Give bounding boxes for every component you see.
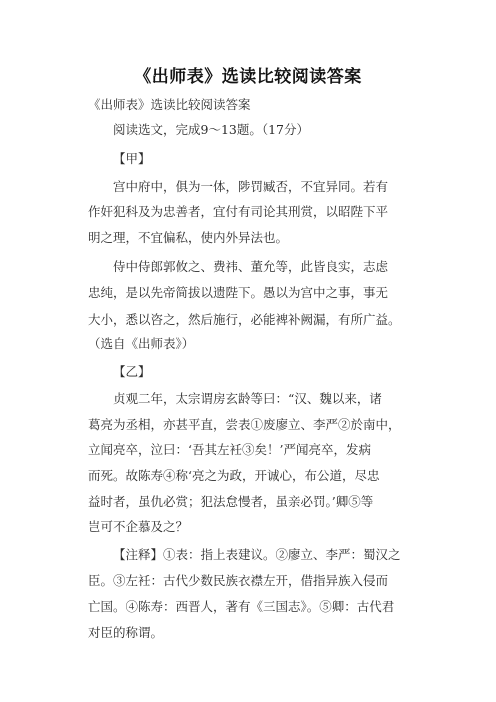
text-line: 侍中侍郎郭攸之、费祎、董允等，此皆良实，志虑 [113,259,389,274]
text-line: 阅读选文，完成9～13题。（17分） [113,122,310,137]
notes-line: 亡国。④陈寿：西晋人，著有《三国志》。⑤卿：古代君 [88,599,395,614]
section-label: 【乙】 [113,364,151,379]
notes-line: 臣。③左衽：古代少数民族衣襟左开，借指异族入侵而 [88,573,389,588]
text-line: 忠纯，是以先帝简拔以遗陛下。愚以为宫中之事，事无 [88,285,389,300]
text-line: 《出师表》选读比较阅读答案 [88,97,251,112]
document-title: 《出师表》选读比较阅读答案 [134,67,362,87]
text-line: 岂可不企慕及之？ [88,519,189,534]
text-line: 葛亮为丞相，亦甚平直，尝表①废廖立、李严②於南中， [88,417,401,432]
text-line: 宫中府中，俱为一体，陟罚臧否，不宜异同。若有 [113,179,389,194]
text-line: 益时者，虽仇必赏；犯法怠慢者，虽亲必罚。’卿⑤等 [88,494,374,509]
section-label: 【甲】 [113,151,151,166]
text-line: 立闻亮卒，泣曰：‘吾其左衽③矣！’严闻亮卒，发病 [88,442,371,457]
text-line: 贞观二年，太宗谓房玄龄等曰：“汉、魏以来，诸 [113,391,382,406]
text-line: 作奸犯科及为忠善者，宜付有司论其刑赏，以昭陛下平 [88,204,389,219]
text-line: 明之理，不宜偏私，使内外异法也。 [88,230,289,245]
notes-line: 【注释】①表：指上表建议。②廖立、李严：蜀汉之 [113,547,401,562]
text-line: （选自《出师表》） [88,336,195,351]
text-line: 而死。故陈寿④称‘亮之为政，开诚心，布公道，尽忠 [88,468,380,483]
notes-line: 对臣的称谓。 [88,625,164,640]
text-line: 大小，悉以咨之，然后施行，必能裨补阙漏，有所广益。 [88,312,401,327]
